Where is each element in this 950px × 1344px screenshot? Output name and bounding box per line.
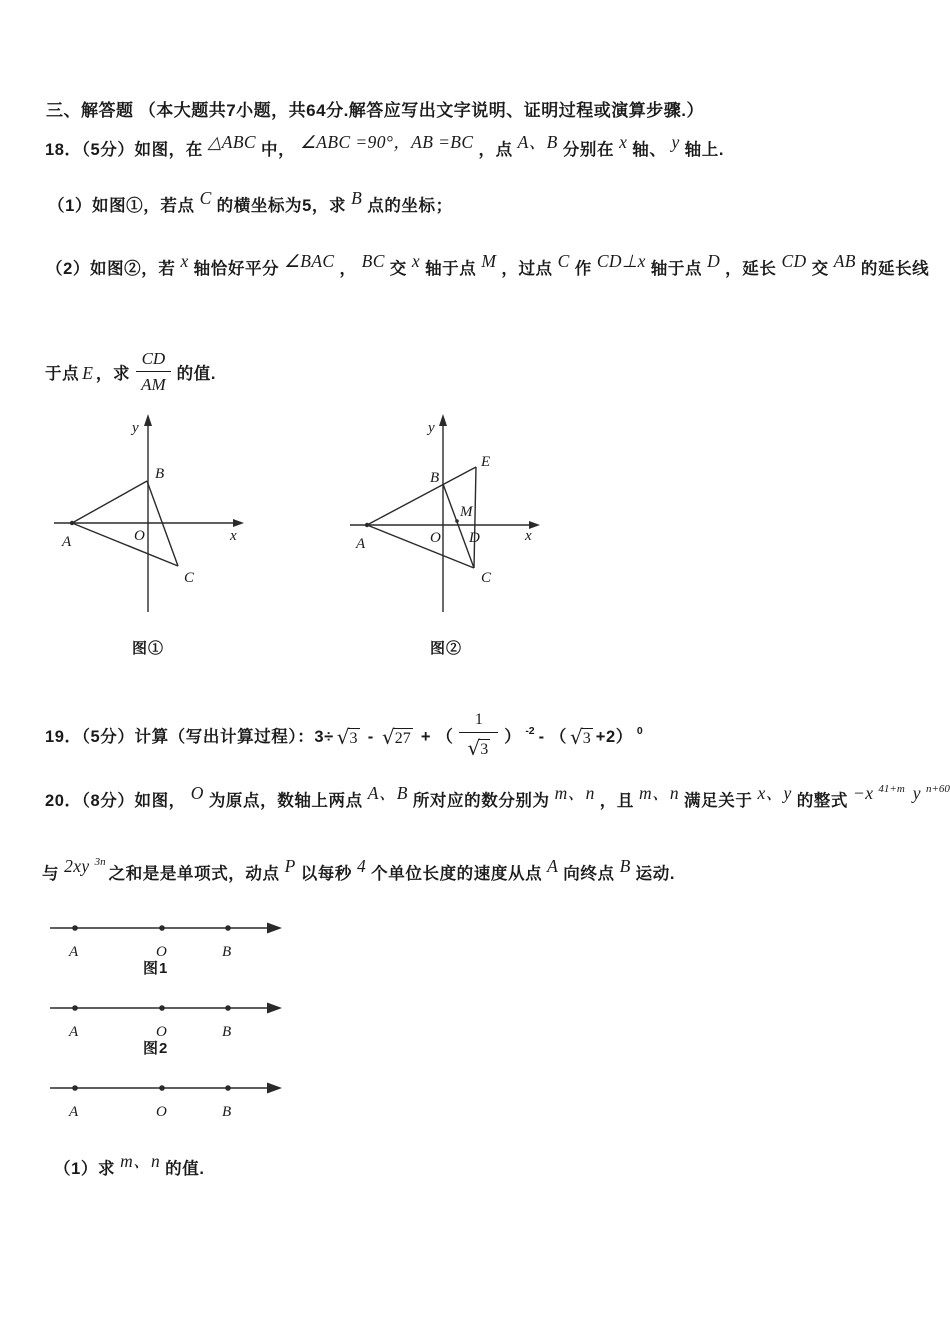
text-run: ） [504,728,522,746]
text-run: 作 [574,260,592,278]
nl2-arrow-icon [267,1003,282,1014]
fig1-x-arrow-icon [233,519,244,527]
text-run: 点的坐标； [367,197,453,215]
sqrt-expression: √ 3 [570,725,591,749]
text-run: 轴于点 [425,260,477,278]
fig2-label-D: D [469,530,480,546]
fig2-edge-EC [474,467,476,568]
text-run: 的值. [176,365,217,383]
text-run: x [411,251,421,271]
text-run: A [547,856,559,876]
text-run: 满足关于 [684,792,753,810]
fig2-edge-AC [367,525,474,568]
text-run: 轴于点 [650,260,703,278]
nl3-point-B-dot [225,1085,231,1091]
text-run: 的值. [165,1160,205,1178]
figure2-coordinate-plot [338,412,573,624]
text-run: （1）如图①，若点 [48,197,195,215]
sqrt-expression: √ 3 [336,725,358,749]
fig2-label-A: A [356,536,366,552]
nl1-arrow-icon [267,923,282,934]
figure1-caption: 图① [132,640,165,657]
nl2-label-B: B [222,1024,232,1040]
text-run: + （ [415,728,454,746]
fig1-label-x: x [230,528,237,544]
numberline-1-caption: 图1 [143,960,169,977]
text-run: 为原点，数轴上两点 [208,792,363,810]
fig2-label-E: E [481,454,491,470]
text-run: ， [339,260,357,278]
text-run: 19．（5分）计算（写出计算过程）：3÷ [45,728,334,746]
nl2-point-B-dot [225,1005,231,1011]
text-run: （1）求 [54,1160,116,1178]
text-run: x [619,132,628,152]
text-run: 中， [261,141,296,159]
nl1-point-B-dot [225,925,231,931]
fig1-point-A-dot [70,521,74,525]
fig1-edge-AB [72,481,147,523]
text-run: ∠ABC =90°，AB =BC [300,132,474,152]
text-run: m、n [120,1151,161,1171]
text-run: B [351,188,363,208]
text-run: A、B [367,783,408,803]
text-run: AB [833,251,856,271]
nl2-label-O: O [156,1024,167,1040]
text-run: m、n [554,783,595,803]
text-run: 个单位长度的速度从点 [371,865,543,883]
fig2-point-A-dot [365,523,369,527]
fig2-label-M: M [460,504,473,520]
text-run: 分别在 [562,141,615,159]
text-run: P [284,856,296,876]
nl3-point-A-dot [72,1085,78,1091]
text-run: 2xy [64,856,90,876]
q19-stem [45,711,647,760]
fig2-label-B: B [430,470,440,486]
q18-stem [45,132,725,163]
nl3-point-O-dot [159,1085,165,1091]
figure2-caption: 图② [430,640,463,657]
text-run: BC [361,251,385,271]
text-run: 41+m [878,783,905,795]
figure1-coordinate-plot [38,412,273,624]
fig1-label-O: O [134,528,145,544]
section-header: 三、解答题 （本大题共7小题，共64分.解答应写出文字说明、证明过程或演算步骤.） [46,101,705,120]
text-run: 交 [811,260,829,278]
text-run: CD [781,251,807,271]
nl3-label-A: A [69,1104,79,1120]
text-run: - [362,728,379,746]
text-run: y [671,132,680,152]
text-run: 的整式 [796,792,848,810]
fig2-y-arrow-icon [439,414,447,426]
text-run: E [82,363,93,383]
text-run: m、n [638,783,680,803]
text-run: 向终点 [563,865,615,883]
text-run: 轴恰好平分 [193,260,280,278]
text-run: 的横坐标为5，求 [216,197,347,215]
text-run: C [199,188,212,208]
text-run: 3n [94,856,106,868]
nl2-point-A-dot [72,1005,78,1011]
text-run: 18．（5分）如图，在 [45,141,203,159]
fraction-expression: 1 √ 3 [459,712,498,757]
nl3-label-B: B [222,1104,232,1120]
text-run: M [481,251,497,271]
sqrt-expression: √ 27 [381,725,411,749]
text-run: 0 [636,725,643,737]
fig2-label-x: x [525,528,532,544]
text-run: 于点 [45,365,80,383]
nl3-label-O: O [156,1104,167,1120]
text-run: ，且 [599,792,634,810]
q18-part1 [48,188,453,219]
text-run: -2 [525,725,535,737]
text-run: D [707,251,721,271]
fraction-expression: $\frac{CD}{AM}$ [136,350,171,393]
text-run: x [180,251,189,271]
q20-stem-line1 [45,783,950,815]
text-run: −x [853,783,874,803]
text-run: CD⊥x [596,251,646,271]
fig1-label-A: A [62,534,72,550]
text-run: A、B [517,132,558,152]
fig2-label-O: O [430,530,441,546]
nl1-label-B: B [222,944,232,960]
q20-stem-line2 [42,856,676,888]
fig1-label-B: B [155,466,165,482]
text-run: x、y [757,783,792,803]
numberline-3 [40,1074,295,1122]
text-run: C [557,251,570,271]
text-run: 4 [357,856,367,876]
sqrt-expression: √ 3 [467,736,489,760]
numberline-2 [40,994,295,1042]
text-run: （2）如图②，若 [46,260,176,278]
text-run: △ABC [207,132,257,152]
text-run: ，过点 [501,260,553,278]
text-run: 20．（8分）如图， [45,792,186,810]
nl3-arrow-icon [267,1083,282,1094]
numberline-1 [40,914,295,962]
fig1-y-arrow-icon [144,414,152,426]
fig1-label-C: C [184,570,195,586]
text-run: 轴上. [684,141,725,159]
text-run: ，点 [478,141,513,159]
text-run: 以每秒 [300,865,353,883]
text-run: O [190,783,204,803]
q18-part2 [46,251,930,282]
text-run: 的延长线 [860,260,930,278]
nl2-point-O-dot [159,1005,165,1011]
q20-part1 [54,1151,205,1182]
text-run: 交 [389,260,407,278]
numberline-2-caption: 图2 [143,1040,169,1057]
text-run: y [912,783,921,803]
text-run: +2） [595,728,633,746]
fig1-edge-AC [72,523,178,566]
text-run: - （ [538,728,568,746]
fig1-label-y: y [132,420,139,436]
text-run: ，求 [95,365,131,383]
nl1-label-A: A [69,944,79,960]
text-run: 与 [42,865,60,883]
nl1-point-O-dot [159,925,165,931]
fig2-point-M-dot [455,519,459,523]
text-run: B [619,856,631,876]
text-run: n+60 [925,783,950,795]
text-run: 运动. [635,865,676,883]
nl1-label-O: O [156,944,167,960]
text-run: 轴、 [632,141,667,159]
fig2-edge-BC [443,484,474,568]
nl1-point-A-dot [72,925,78,931]
q18-part2-continued [45,350,216,393]
text-run: ，延长 [725,260,777,278]
fig2-label-y: y [428,420,435,436]
fig2-label-C: C [481,570,492,586]
text-run: ∠BAC [284,251,335,271]
nl2-label-A: A [69,1024,79,1040]
text-run: 之和是是单项式，动点 [108,865,280,883]
text-run: 所对应的数分别为 [412,792,550,810]
